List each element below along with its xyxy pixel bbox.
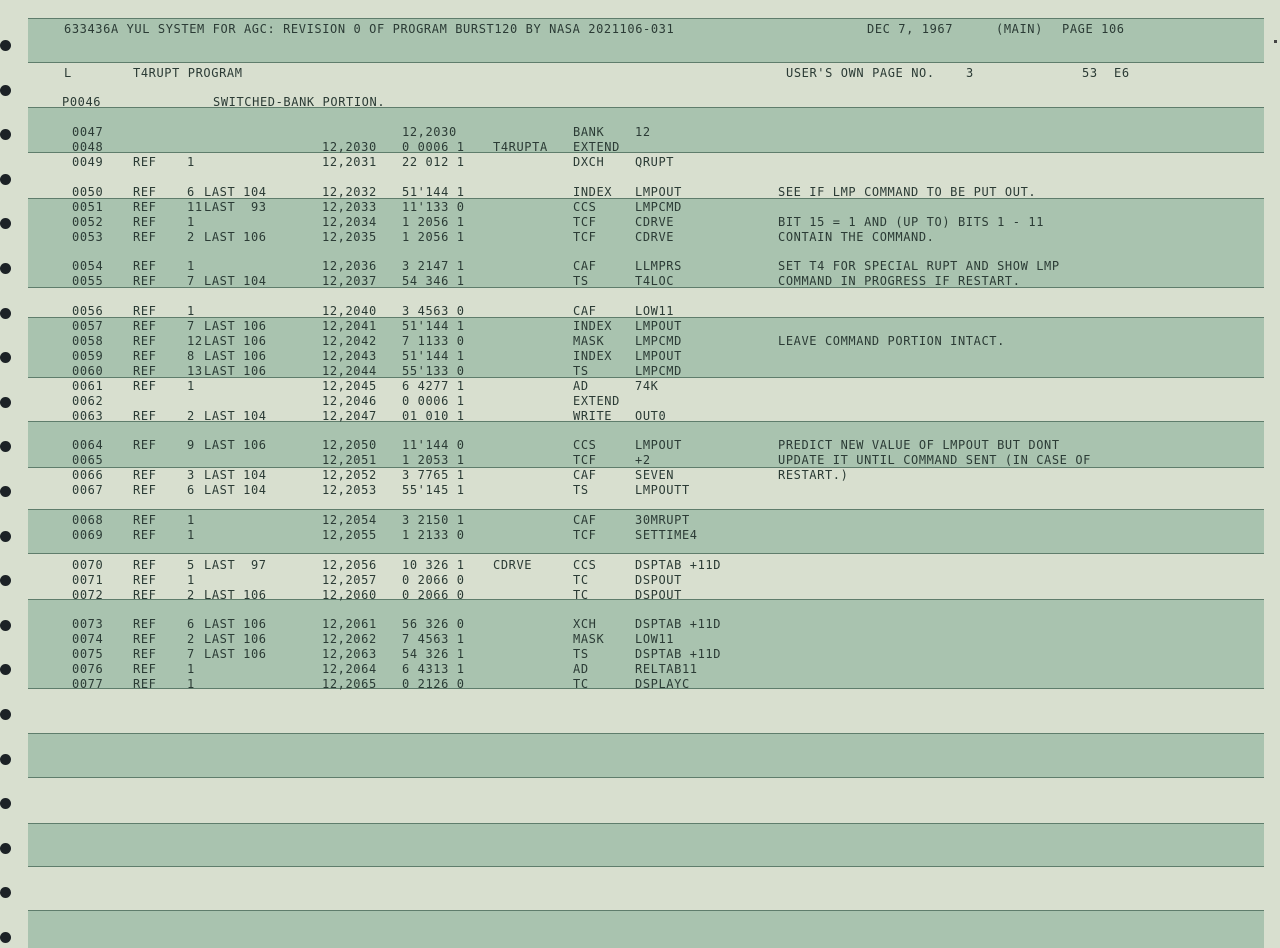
opcode: CAF [573, 259, 597, 273]
operand: 30MRUPT [635, 513, 690, 527]
ref-count: 1 [187, 662, 195, 676]
tractor-hole [0, 664, 11, 675]
ref-count: 5 [187, 558, 195, 572]
octal-word: 6 4313 1 [402, 662, 465, 676]
octal-word: 10 326 1 [402, 558, 465, 572]
octal-word: 0 2126 0 [402, 677, 465, 691]
address: 12,2035 [322, 230, 377, 244]
section-title: SWITCHED-BANK PORTION. [213, 95, 386, 109]
ref-marker: REF [133, 274, 157, 288]
operand: LMPCMD [635, 334, 682, 348]
operand: DSPTAB +11D [635, 558, 722, 572]
address: 12,2055 [322, 528, 377, 542]
comment: LEAVE COMMAND PORTION INTACT. [778, 334, 1005, 348]
operand: QRUPT [635, 155, 675, 169]
operand: DSPTAB +11D [635, 617, 722, 631]
symbol-label: CDRVE [493, 558, 533, 572]
line-number: 0074 [72, 632, 104, 646]
address: 12,2056 [322, 558, 377, 572]
line-number: 0065 [72, 453, 104, 467]
operand: +2 [635, 453, 651, 467]
address: 12,2044 [322, 364, 377, 378]
opcode: TC [573, 573, 589, 587]
opcode: WRITE [573, 409, 613, 423]
ref-last-page: LAST 106 [204, 364, 267, 378]
operand: 12 [635, 125, 651, 139]
tractor-hole [0, 575, 11, 586]
ref-count: 1 [187, 155, 195, 169]
paper-rule [28, 18, 1264, 19]
line-number: 0051 [72, 200, 104, 214]
paper-band [28, 910, 1264, 948]
paper-rule [28, 777, 1264, 778]
ref-last-page: LAST 104 [204, 274, 267, 288]
line-number: 0049 [72, 155, 104, 169]
octal-word: 0 0006 1 [402, 140, 465, 154]
operand: LMPOUT [635, 349, 682, 363]
paper-rule [28, 62, 1264, 63]
ref-last-page: LAST 106 [204, 647, 267, 661]
octal-word: 0 0006 1 [402, 394, 465, 408]
ref-last-page: LAST 106 [204, 588, 267, 602]
line-number: 0075 [72, 647, 104, 661]
ref-count: 9 [187, 438, 195, 452]
ref-count: 1 [187, 259, 195, 273]
line-number: 0072 [72, 588, 104, 602]
tractor-hole [0, 308, 11, 319]
listing-code-2: E6 [1114, 66, 1130, 80]
address: 12,2065 [322, 677, 377, 691]
address: 12,2032 [322, 185, 377, 199]
ref-last-page: LAST 106 [204, 632, 267, 646]
ref-last-page: LAST 106 [204, 334, 267, 348]
ref-marker: REF [133, 230, 157, 244]
operand: LOW11 [635, 632, 675, 646]
paper-band [28, 823, 1264, 866]
octal-word: 1 2056 1 [402, 215, 465, 229]
tractor-hole [0, 531, 11, 542]
octal-word: 1 2056 1 [402, 230, 465, 244]
tractor-hole [0, 887, 11, 898]
octal-word: 0 2066 0 [402, 573, 465, 587]
log-letter: L [64, 66, 72, 80]
tractor-hole [0, 620, 11, 631]
ref-marker: REF [133, 409, 157, 423]
octal-word: 3 7765 1 [402, 468, 465, 482]
address: 12,2063 [322, 647, 377, 661]
paper-rule [28, 152, 1264, 153]
ref-marker: REF [133, 155, 157, 169]
comment: CONTAIN THE COMMAND. [778, 230, 935, 244]
ref-marker: REF [133, 588, 157, 602]
opcode: TS [573, 274, 589, 288]
ref-marker: REF [133, 349, 157, 363]
operand: LOW11 [635, 304, 675, 318]
opcode: CCS [573, 558, 597, 572]
tractor-hole [0, 174, 11, 185]
ref-marker: REF [133, 662, 157, 676]
address: 12,2037 [322, 274, 377, 288]
ref-last-page: LAST 104 [204, 409, 267, 423]
paper-rule [28, 733, 1264, 734]
ref-count: 6 [187, 483, 195, 497]
address: 12,2062 [322, 632, 377, 646]
ref-marker: REF [133, 185, 157, 199]
address: 12,2030 [322, 140, 377, 154]
address: 12,2047 [322, 409, 377, 423]
ref-count: 7 [187, 319, 195, 333]
opcode: TS [573, 364, 589, 378]
line-number: 0077 [72, 677, 104, 691]
line-number: 0061 [72, 379, 104, 393]
tractor-hole [0, 441, 11, 452]
octal-word: 11'144 0 [402, 438, 465, 452]
paper-rule [28, 509, 1264, 510]
octal-word: 0 2066 0 [402, 588, 465, 602]
ref-last-page: LAST 104 [204, 185, 267, 199]
address: 12,2033 [322, 200, 377, 214]
opcode: EXTEND [573, 140, 620, 154]
address: 12,2060 [322, 588, 377, 602]
octal-word: 01 010 1 [402, 409, 465, 423]
header-section: (MAIN) [996, 22, 1043, 36]
ref-count: 6 [187, 617, 195, 631]
opcode: CAF [573, 513, 597, 527]
comment: SEE IF LMP COMMAND TO BE PUT OUT. [778, 185, 1037, 199]
tractor-hole [0, 218, 11, 229]
paper-rule [28, 553, 1264, 554]
ref-last-page: LAST 104 [204, 468, 267, 482]
opcode: AD [573, 379, 589, 393]
tractor-hole [0, 754, 11, 765]
operand: DSPTAB +11D [635, 647, 722, 661]
ref-marker: REF [133, 304, 157, 318]
line-number: 0064 [72, 438, 104, 452]
line-number: 0063 [72, 409, 104, 423]
opcode: TC [573, 588, 589, 602]
operand: LMPCMD [635, 200, 682, 214]
tractor-hole [0, 843, 11, 854]
operand: OUT0 [635, 409, 667, 423]
address: 12,2043 [322, 349, 377, 363]
opcode: AD [573, 662, 589, 676]
ref-marker: REF [133, 647, 157, 661]
opcode: TCF [573, 453, 597, 467]
header-page: PAGE 106 [1062, 22, 1125, 36]
ref-last-page: LAST 106 [204, 230, 267, 244]
line-number: 0048 [72, 140, 104, 154]
octal-word: 1 2053 1 [402, 453, 465, 467]
operand: LLMPRS [635, 259, 682, 273]
opcode: TS [573, 483, 589, 497]
line-number: 0052 [72, 215, 104, 229]
octal-word: 56 326 0 [402, 617, 465, 631]
line-number: 0062 [72, 394, 104, 408]
line-number: 0058 [72, 334, 104, 348]
opcode: MASK [573, 334, 605, 348]
octal-word: 54 326 1 [402, 647, 465, 661]
operand: LMPOUT [635, 319, 682, 333]
ref-marker: REF [133, 573, 157, 587]
comment: SET T4 FOR SPECIAL RUPT AND SHOW LMP [778, 259, 1060, 273]
opcode: CCS [573, 438, 597, 452]
line-number: 0076 [72, 662, 104, 676]
tractor-hole [0, 40, 11, 51]
octal-word: 54 346 1 [402, 274, 465, 288]
opcode: TCF [573, 215, 597, 229]
ref-marker: REF [133, 558, 157, 572]
ref-count: 2 [187, 230, 195, 244]
address: 12,2046 [322, 394, 377, 408]
tractor-hole [0, 709, 11, 720]
opcode: BANK [573, 125, 605, 139]
address: 12,2042 [322, 334, 377, 348]
line-number: 0050 [72, 185, 104, 199]
tractor-hole [0, 798, 11, 809]
line-number: 0055 [72, 274, 104, 288]
comment: RESTART.) [778, 468, 849, 482]
ref-count: 1 [187, 528, 195, 542]
octal-word: 1 2133 0 [402, 528, 465, 542]
ref-marker: REF [133, 259, 157, 273]
ref-marker: REF [133, 379, 157, 393]
operand: DSPLAYC [635, 677, 690, 691]
opcode: XCH [573, 617, 597, 631]
octal-word: 51'144 1 [402, 349, 465, 363]
octal-word: 7 1133 0 [402, 334, 465, 348]
ref-last-page: LAST 106 [204, 319, 267, 333]
tractor-hole [0, 932, 11, 943]
line-number: 0066 [72, 468, 104, 482]
ref-count: 11 [187, 200, 203, 214]
comment: PREDICT NEW VALUE OF LMPOUT BUT DONT [778, 438, 1060, 452]
ref-marker: REF [133, 364, 157, 378]
operand: LMPOUTT [635, 483, 690, 497]
octal-word: 51'144 1 [402, 185, 465, 199]
ref-count: 13 [187, 364, 203, 378]
paper-rule [28, 910, 1264, 911]
comment: COMMAND IN PROGRESS IF RESTART. [778, 274, 1021, 288]
operand: T4LOC [635, 274, 675, 288]
operand: SEVEN [635, 468, 675, 482]
header-date: DEC 7, 1967 [867, 22, 954, 36]
opcode: EXTEND [573, 394, 620, 408]
ref-last-page: LAST 106 [204, 349, 267, 363]
tractor-hole [0, 85, 11, 96]
address: 12,2053 [322, 483, 377, 497]
log-title: T4RUPT PROGRAM [133, 66, 243, 80]
operand: LMPOUT [635, 438, 682, 452]
opcode: INDEX [573, 349, 613, 363]
line-number: 0069 [72, 528, 104, 542]
line-number: 0068 [72, 513, 104, 527]
operand: CDRVE [635, 215, 675, 229]
ref-marker: REF [133, 334, 157, 348]
ref-count: 1 [187, 677, 195, 691]
tractor-hole [0, 486, 11, 497]
line-number: 0070 [72, 558, 104, 572]
ref-count: 3 [187, 468, 195, 482]
paper-rule [28, 866, 1264, 867]
ref-marker: REF [133, 617, 157, 631]
ref-marker: REF [133, 632, 157, 646]
ref-marker: REF [133, 438, 157, 452]
ref-last-page: LAST 93 [204, 200, 267, 214]
address: 12,2057 [322, 573, 377, 587]
section-number: P0046 [62, 95, 102, 109]
operand: DSPOUT [635, 588, 682, 602]
margin-mark [1274, 40, 1277, 43]
octal-word: 3 2150 1 [402, 513, 465, 527]
paper-band [28, 733, 1264, 777]
paper-rule [28, 823, 1264, 824]
ref-marker: REF [133, 677, 157, 691]
ref-marker: REF [133, 483, 157, 497]
octal-word: 7 4563 1 [402, 632, 465, 646]
users-page-number: USER'S OWN PAGE NO. 3 [786, 66, 974, 80]
octal-word: 11'133 0 [402, 200, 465, 214]
ref-count: 1 [187, 379, 195, 393]
comment: BIT 15 = 1 AND (UP TO) BITS 1 - 11 [778, 215, 1045, 229]
line-number: 0059 [72, 349, 104, 363]
address: 12,2041 [322, 319, 377, 333]
ref-count: 8 [187, 349, 195, 363]
address: 12,2054 [322, 513, 377, 527]
octal-word: 55'133 0 [402, 364, 465, 378]
line-number: 0053 [72, 230, 104, 244]
operand: SETTIME4 [635, 528, 698, 542]
ref-count: 1 [187, 513, 195, 527]
opcode: TC [573, 677, 589, 691]
octal-word: 12,2030 [402, 125, 457, 139]
line-number: 0067 [72, 483, 104, 497]
ref-count: 1 [187, 215, 195, 229]
opcode: DXCH [573, 155, 605, 169]
octal-word: 3 2147 1 [402, 259, 465, 273]
operand: 74K [635, 379, 659, 393]
operand: DSPOUT [635, 573, 682, 587]
tractor-hole [0, 397, 11, 408]
ref-count: 1 [187, 573, 195, 587]
address: 12,2051 [322, 453, 377, 467]
opcode: CAF [573, 468, 597, 482]
ref-count: 7 [187, 274, 195, 288]
octal-word: 55'145 1 [402, 483, 465, 497]
opcode: TCF [573, 528, 597, 542]
address: 12,2064 [322, 662, 377, 676]
line-number: 0071 [72, 573, 104, 587]
octal-word: 51'144 1 [402, 319, 465, 333]
ref-marker: REF [133, 200, 157, 214]
ref-last-page: LAST 104 [204, 483, 267, 497]
header-banner: 633436A YUL SYSTEM FOR AGC: REVISION 0 OF PROGRAM BURST120 BY NASA 2021106-031 [64, 22, 675, 36]
tractor-hole [0, 352, 11, 363]
opcode: INDEX [573, 185, 613, 199]
ref-count: 2 [187, 409, 195, 423]
tractor-hole [0, 263, 11, 274]
ref-last-page: LAST 97 [204, 558, 267, 572]
ref-marker: REF [133, 319, 157, 333]
ref-count: 7 [187, 647, 195, 661]
operand: LMPCMD [635, 364, 682, 378]
ref-count: 2 [187, 588, 195, 602]
ref-last-page: LAST 106 [204, 617, 267, 631]
ref-count: 12 [187, 334, 203, 348]
octal-word: 3 4563 0 [402, 304, 465, 318]
ref-count: 6 [187, 185, 195, 199]
listing-code-1: 53 [1082, 66, 1098, 80]
address: 12,2061 [322, 617, 377, 631]
line-number: 0057 [72, 319, 104, 333]
ref-marker: REF [133, 215, 157, 229]
line-number: 0054 [72, 259, 104, 273]
address: 12,2040 [322, 304, 377, 318]
opcode: TCF [573, 230, 597, 244]
ref-marker: REF [133, 513, 157, 527]
line-number: 0047 [72, 125, 104, 139]
ref-count: 1 [187, 304, 195, 318]
address: 12,2045 [322, 379, 377, 393]
operand: CDRVE [635, 230, 675, 244]
symbol-label: T4RUPTA [493, 140, 548, 154]
line-number: 0056 [72, 304, 104, 318]
address: 12,2052 [322, 468, 377, 482]
ref-last-page: LAST 106 [204, 438, 267, 452]
line-number: 0073 [72, 617, 104, 631]
opcode: TS [573, 647, 589, 661]
address: 12,2050 [322, 438, 377, 452]
address: 12,2036 [322, 259, 377, 273]
octal-word: 22 012 1 [402, 155, 465, 169]
operand: LMPOUT [635, 185, 682, 199]
address: 12,2031 [322, 155, 377, 169]
address: 12,2034 [322, 215, 377, 229]
opcode: CCS [573, 200, 597, 214]
tractor-hole [0, 129, 11, 140]
ref-marker: REF [133, 528, 157, 542]
ref-count: 2 [187, 632, 195, 646]
octal-word: 6 4277 1 [402, 379, 465, 393]
opcode: INDEX [573, 319, 613, 333]
line-number: 0060 [72, 364, 104, 378]
operand: RELTAB11 [635, 662, 698, 676]
comment: UPDATE IT UNTIL COMMAND SENT (IN CASE OF [778, 453, 1091, 467]
ref-marker: REF [133, 468, 157, 482]
opcode: CAF [573, 304, 597, 318]
opcode: MASK [573, 632, 605, 646]
